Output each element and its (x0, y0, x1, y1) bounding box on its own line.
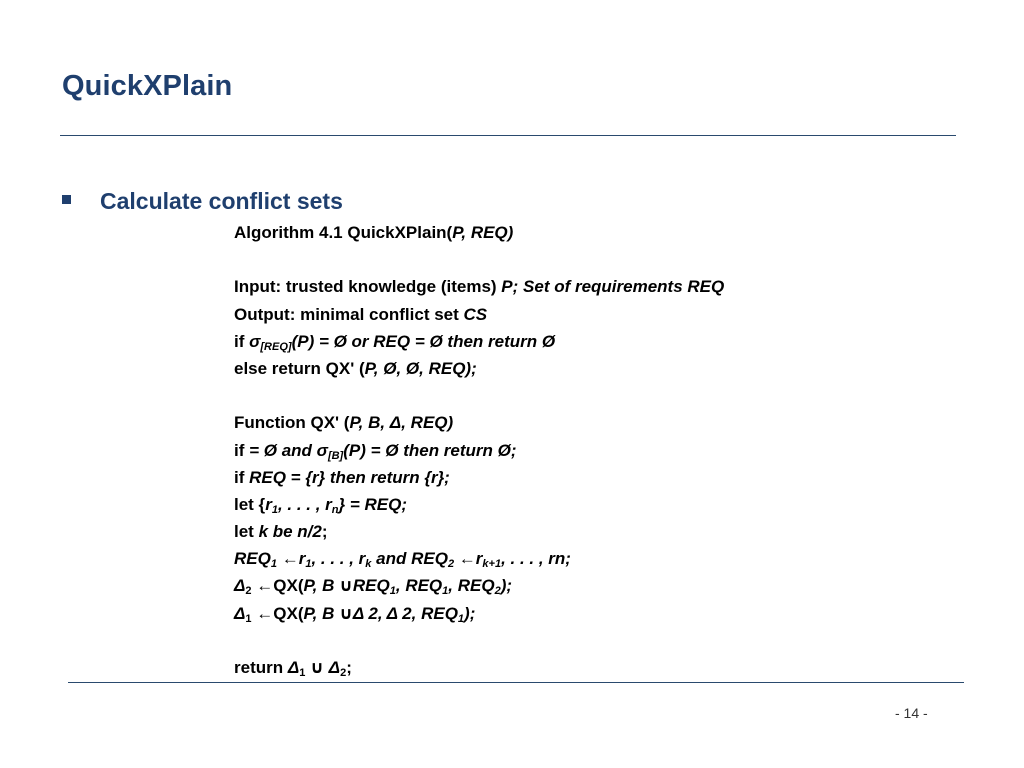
function-line-let-1 (234, 491, 724, 518)
input-label: Input: trusted knowledge (items) (234, 277, 502, 297)
code-text: , . . . , rn; (501, 549, 571, 569)
code-text: let (234, 522, 259, 542)
code-text: , REQ (395, 576, 443, 596)
code-text: P, Ø, Ø, REQ); (364, 358, 477, 378)
code-text: ); (464, 603, 476, 623)
code-subscript: 2 (340, 667, 347, 679)
function-line-delta-2 (234, 572, 724, 599)
code-text: if (234, 331, 250, 351)
code-subscript: 1 (270, 558, 277, 571)
code-text: ; (346, 658, 352, 677)
algorithm-output (234, 301, 724, 328)
bullet-item (62, 188, 343, 215)
function-line-if-1 (234, 437, 724, 464)
square-bullet-icon (62, 195, 71, 204)
code-text: P, B ∪REQ (303, 576, 390, 596)
function-line-split (234, 545, 724, 572)
code-subscript: 2 (447, 558, 455, 571)
algorithm-heading (234, 219, 724, 246)
code-text: ; (321, 522, 328, 542)
code-text: ∪ (305, 658, 329, 677)
code-text: } = REQ; (338, 494, 408, 514)
code-text: if (234, 440, 250, 460)
slide-title: QuickXPlain (62, 70, 233, 102)
output-value: CS (463, 304, 488, 324)
blank-line (234, 382, 724, 409)
code-subscript: k+1 (482, 558, 502, 571)
function-line-if-2 (234, 464, 724, 491)
code-text: , REQ (448, 576, 495, 596)
code-text: ←r (276, 549, 306, 569)
bullet-text: Calculate conflict sets (100, 188, 343, 214)
function-line-return (234, 654, 724, 681)
algorithm-line-if (234, 328, 724, 355)
footer-divider (68, 682, 964, 683)
algorithm-line-else (234, 355, 724, 382)
code-subscript: 1 (389, 585, 396, 598)
code-subscript: 1 (442, 585, 449, 598)
code-text: let { (234, 494, 266, 514)
code-text: σ (249, 331, 261, 351)
code-text: Δ (328, 658, 341, 677)
code-text: ); (500, 576, 513, 596)
input-value: P; Set of requirements REQ (501, 277, 725, 297)
code-subscript: 1 (271, 503, 278, 516)
code-text: if (234, 467, 250, 487)
function-heading (234, 409, 724, 436)
code-text: Δ (234, 603, 246, 623)
code-text: REQ = {r} then return {r}; (249, 467, 450, 487)
code-text: and REQ (371, 549, 448, 569)
code-subscript: 1 (457, 612, 465, 625)
code-text: = Ø and σ (249, 440, 328, 460)
function-line-let-2 (234, 518, 724, 545)
code-subscript: 1 (245, 612, 252, 625)
code-text: (P) = Ø or REQ = Ø then return Ø (291, 331, 556, 351)
algorithm-heading-text: Algorithm 4.1 QuickXPlain( (234, 223, 453, 242)
code-subscript: 1 (305, 558, 312, 571)
code-text: ←QX( (251, 603, 304, 623)
code-text: k be n/2 (258, 522, 322, 542)
code-text: , . . . , r (277, 494, 332, 514)
function-line-delta-1 (234, 600, 724, 627)
code-subscript: 2 (245, 585, 252, 598)
code-subscript: 1 (299, 667, 306, 679)
code-text: REQ (234, 549, 271, 569)
code-subscript: [B] (327, 449, 344, 462)
code-text: else return QX' ( (234, 358, 365, 378)
code-subscript: [REQ] (260, 340, 292, 353)
code-subscript: 2 (494, 585, 501, 598)
code-subscript: n (331, 503, 339, 516)
algorithm-heading-params: P, REQ) (452, 223, 514, 242)
code-text: ←r (454, 549, 483, 569)
code-text: ←QX( (251, 576, 304, 596)
blank-line (234, 627, 724, 654)
algorithm-input (234, 273, 724, 300)
code-text: Δ (287, 658, 300, 677)
page-number: - 14 - (895, 705, 928, 721)
title-divider (60, 135, 956, 136)
algorithm-block (234, 219, 724, 681)
code-text: P, B ∪Δ 2, Δ 2, REQ (303, 603, 458, 623)
code-subscript: k (365, 558, 372, 571)
code-text: , . . . , r (311, 549, 366, 569)
blank-line (234, 246, 724, 273)
code-text: r (265, 494, 272, 514)
code-text: Δ (234, 576, 246, 596)
code-text: P, B, Δ, REQ) (349, 413, 454, 433)
code-text: (P) = Ø then return Ø; (343, 440, 517, 460)
output-label: Output: minimal conflict set (234, 304, 464, 324)
code-text: Function QX' ( (234, 413, 350, 433)
code-text: return (234, 658, 288, 677)
